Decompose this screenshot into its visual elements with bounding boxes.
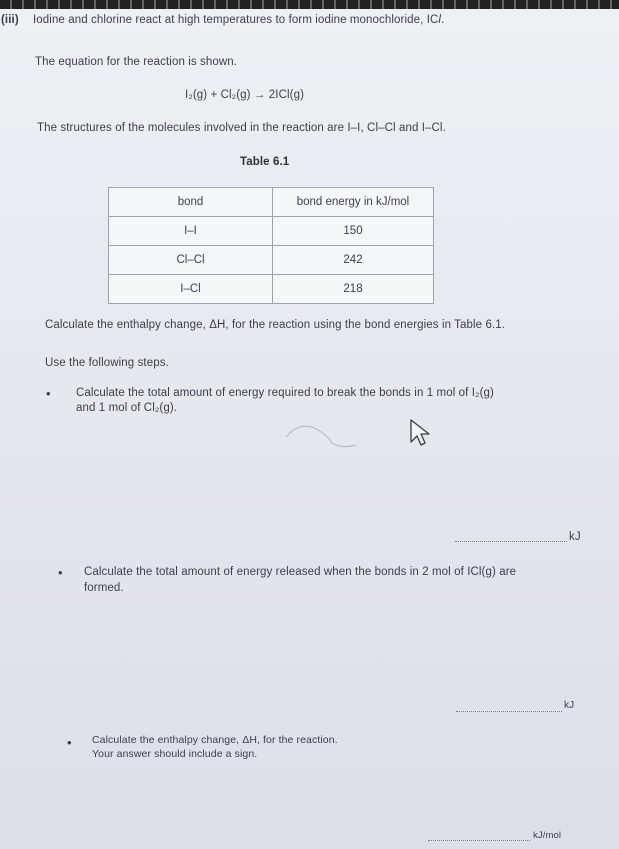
unit-1: kJ xyxy=(569,531,581,543)
answer-line-3 xyxy=(428,840,530,841)
bullet-3: • xyxy=(67,735,72,750)
table-row xyxy=(109,275,434,304)
step-2-line-1: Calculate the total amount of energy released when the bonds in 2 mol of ICl(g) are xyxy=(84,566,517,578)
table-row xyxy=(109,246,434,275)
table-header-row xyxy=(109,188,434,217)
step-3-line-1: Calculate the enthalpy change, ΔH, for the reaction. xyxy=(92,734,338,746)
answer-line-2 xyxy=(456,711,562,712)
unit-3: kJ/mol xyxy=(533,830,562,841)
bond-cell: I–I xyxy=(109,217,273,246)
answer-line-1 xyxy=(455,541,567,542)
instruction-main: Calculate the enthalpy change, ΔH, for the reaction using the bond energies in Table 6.1. xyxy=(45,319,506,331)
steps-label: Use the following steps. xyxy=(45,357,169,369)
question-number: (iii) xyxy=(1,14,19,26)
step-1-line-1: Calculate the total amount of energy required to break the bonds in 1 mol of I₂(g) xyxy=(76,387,494,399)
bond-cell: I–Cl xyxy=(109,275,273,304)
reaction-equation: I₂(g) + Cl₂(g) → 2ICl(g) xyxy=(185,89,304,101)
mouse-cursor-icon xyxy=(408,418,432,448)
energy-cell: 218 xyxy=(273,275,434,304)
energy-cell: 150 xyxy=(273,217,434,246)
pen-scribble xyxy=(282,415,362,451)
header-bond-energy: bond energy in kJ/mol xyxy=(273,188,434,217)
table-caption: Table 6.1 xyxy=(240,156,290,168)
step-1-line-2: and 1 mol of Cl₂(g). xyxy=(76,402,178,414)
unit-2: kJ xyxy=(564,700,575,711)
energy-cell: 242 xyxy=(273,246,434,275)
structures-text: The structures of the molecules involved in the reaction are I–I, Cl–Cl and I–Cl. xyxy=(37,122,446,134)
bond-cell: Cl–Cl xyxy=(109,246,273,275)
bond-energy-table xyxy=(108,187,434,304)
equation-label: The equation for the reaction is shown. xyxy=(35,56,238,68)
step-3-line-2: Your answer should include a sign. xyxy=(92,748,258,760)
bullet-2: • xyxy=(58,565,63,580)
question-intro: Iodine and chlorine react at high temperatures to form iodine monochloride, ICl. xyxy=(33,14,445,26)
page-top-edge xyxy=(0,0,619,9)
step-2-line-2: formed. xyxy=(84,582,124,594)
header-bond: bond xyxy=(109,188,273,217)
table-row xyxy=(109,217,434,246)
bullet-1: • xyxy=(46,386,51,401)
